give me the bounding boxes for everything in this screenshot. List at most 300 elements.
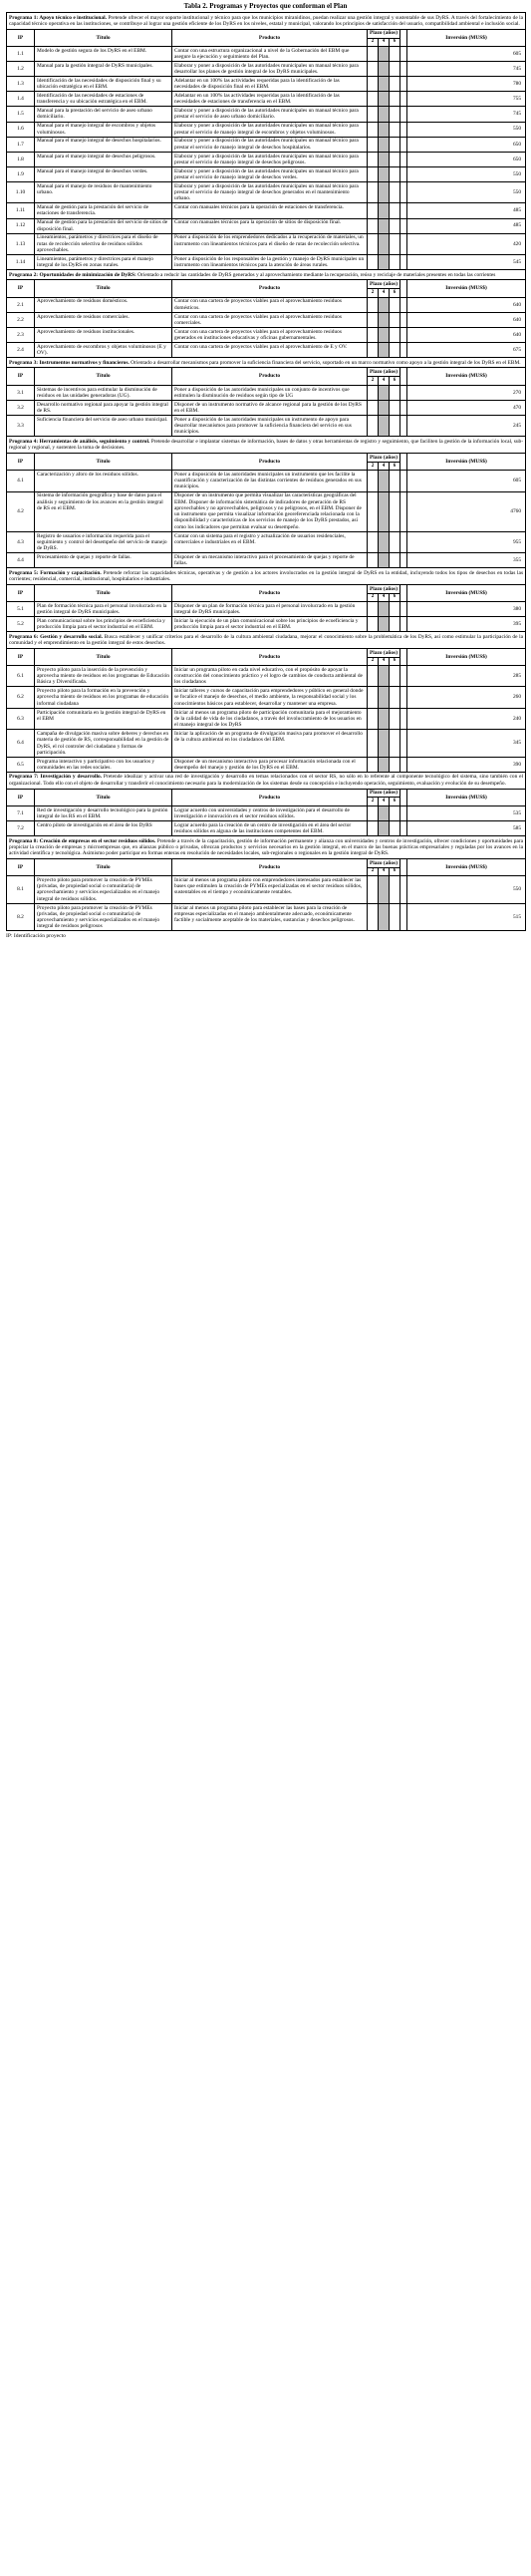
plazo-cell	[368, 166, 379, 181]
plazo-cell	[379, 708, 390, 729]
spacer-cell	[400, 491, 407, 531]
header-year: 6	[390, 462, 400, 470]
plazo-cell	[368, 312, 379, 327]
project-title: Participación comunitaria en la gestión integral de DyRS en el EBM	[35, 708, 172, 729]
plazo-cell	[390, 820, 400, 835]
spacer-cell	[400, 415, 407, 436]
project-product: Contar con una cartera de proyectos viables para el aprovechamiento residuos generados en instituciones educativas y oficinas gubernamentales.	[172, 327, 368, 342]
plazo-cell	[368, 805, 379, 820]
project-id: 1.10	[7, 182, 35, 203]
program-text: Orientado a reducir las cantidades de DyRS generados y al aprovechamiento mediante la recuperación, reúso y reciclaje de materiales presentes en todas las corrientes	[137, 271, 496, 278]
header-plazo: Plazo (años)	[368, 584, 400, 593]
spacer-cell	[400, 531, 407, 552]
plazo-cell	[368, 415, 379, 436]
header-plazo: Plazo (años)	[368, 858, 400, 867]
plazo-cell	[390, 617, 400, 632]
program-text: Busca establecer y unificar criterios para el desarrollo de la cultura ambiental ciudadana, mejorar el conocimiento sobre la problemática de los DyRS, así como estimular la participación de la comunidad y el emprendimiento en la gestión integral de estos desechos.	[9, 633, 524, 647]
spacer-cell	[400, 400, 407, 415]
project-id: 1.6	[7, 122, 35, 137]
header-plazo: Plazo (años)	[368, 789, 400, 798]
plazo-cell	[390, 233, 400, 254]
project-product: Elaborar y poner a disposición de las autoridades municipales un manual técnico para desarrollar los planes de gestión integral de los DyRS municipales.	[172, 62, 368, 77]
spacer-cell	[400, 876, 407, 904]
spacer-cell	[400, 385, 407, 400]
plazo-cell	[390, 730, 400, 758]
plazo-cell	[379, 297, 390, 312]
project-id: 6.1	[7, 666, 35, 687]
plazo-cell	[368, 708, 379, 729]
program-text: Orientado a desarrollar mecanismos para promover la suficiencia financiera del servicio, soportado en un marco normativo como apoyo a la gestión integral de los DyRS en el EBM.	[131, 359, 521, 366]
plazo-cell	[379, 203, 390, 218]
project-investment: 640	[407, 297, 526, 312]
project-id: 1.11	[7, 203, 35, 218]
table-row	[7, 415, 526, 436]
header-year: 6	[390, 289, 400, 297]
program-title: Programa 7: Investigación y desarrollo.	[9, 774, 103, 781]
plazo-cell	[390, 343, 400, 358]
plazo-cell	[390, 687, 400, 708]
header-year: 2	[368, 657, 379, 665]
spacer-cell	[400, 730, 407, 758]
project-id: 1.2	[7, 62, 35, 77]
header-year: 6	[390, 798, 400, 805]
project-product: Elaborar y poner a disposición de las autoridades municipales un manual técnico para prestar el servicio de manejo integral de desechos peligrosos.	[172, 152, 368, 166]
spacer-cell	[400, 312, 407, 327]
project-title: Manual para el manejo integral de desechos verdes.	[35, 166, 172, 181]
header-row	[7, 789, 526, 798]
plazo-cell	[379, 471, 390, 491]
header-titulo: Título	[35, 789, 172, 805]
plazo-cell	[368, 122, 379, 137]
program-text: Pretende reforzar las capacidades técnicas, operativas y de gestión a los actores involucrados en la gestión integral de DyRS en la entidad, incluyendo todos los tipos de desechos en todas las corrientes; residencial, comercial, institucional, hospitalarios e industriales.	[9, 569, 524, 582]
header-producto: Producto	[172, 858, 368, 875]
header-inversion: Inversión (MUS$)	[407, 858, 526, 875]
plazo-cell	[379, 343, 390, 358]
program-title: Programa 4: Herramientas de análisis, seguimiento y control.	[9, 438, 150, 445]
table-row	[7, 152, 526, 166]
header-plazo: Plazo (años)	[368, 29, 400, 38]
plazo-cell	[368, 602, 379, 617]
project-product: Contar con manuales técnicos para la operación de estaciones de transferencia.	[172, 203, 368, 218]
header-inversion: Inversión (MUS$)	[407, 368, 526, 385]
plazo-cell	[390, 553, 400, 568]
project-title: Proyecto piloto para promover la creación de PYMEs (privadas, de propiedad social o comunitaria) de aprovechamiento y servicios especializados en el manejo integral de residuos sólidos.	[35, 876, 172, 904]
plazo-cell	[379, 312, 390, 327]
header-year: 2	[368, 38, 379, 46]
project-product: Elaborar y poner a disposición de las autoridades municipales un manual técnico para prestar el servicio de aseo urbano domiciliario.	[172, 107, 368, 122]
project-product: Elaborar y poner a disposición de las autoridades municipales un manual técnico para prestar el servicio de manejo integral de escombros y objetos voluminosos.	[172, 122, 368, 137]
project-investment: 485	[407, 203, 526, 218]
plazo-cell	[379, 805, 390, 820]
program-row	[7, 836, 526, 859]
table-row	[7, 687, 526, 708]
project-product: Lograr acuerdo para la creación de un centro de investigación en el área del sector residuos sólidos en alguna de las instituciones competentes del EBM.	[172, 820, 368, 835]
table-row	[7, 46, 526, 61]
header-titulo: Título	[35, 368, 172, 385]
plazo-cell	[368, 687, 379, 708]
project-id: 1.9	[7, 166, 35, 181]
project-investment: 485	[407, 218, 526, 233]
plazo-cell	[379, 757, 390, 772]
header-year: 4	[379, 38, 390, 46]
program-title: Programa 2: Oportunidades de minimización de DyRS:	[9, 271, 136, 278]
plazo-cell	[368, 327, 379, 342]
project-title: Sistema de información geográfica y base de datos para el análisis y seguimiento de los avances en la gestión integral de RS en el EBM.	[35, 491, 172, 531]
project-product: Contar con una estructura organizacional a nivel de la Gobernación del EBM que asegure la ejecución y seguimiento del Plan.	[172, 46, 368, 61]
header-year: 6	[390, 657, 400, 665]
project-title: Identificación de las necesidades de estaciones de transferencia y su ubicación estratégica en el EBM.	[35, 92, 172, 107]
project-product: Poner a disposición de las autoridades municipales un conjunto de incentivos que estimulen la disminución de residuos según tipo de UG	[172, 385, 368, 400]
header-year: 2	[368, 798, 379, 805]
spacer-cell	[400, 903, 407, 931]
project-title: Proyecto piloto para la formación en la prevención y aprovecha miento de residuos en los programas de educación informal ciudadana	[35, 687, 172, 708]
table-row	[7, 617, 526, 632]
header-ip: IP	[7, 648, 35, 665]
spacer-cell	[400, 107, 407, 122]
project-product: Iniciar un programa piloto en cada nivel educativo, con el propósito de apoyar la construcción del conocimiento práctico y el logro de cambios de conducta ambiental de los ciudadanos	[172, 666, 368, 687]
plazo-cell	[390, 203, 400, 218]
header-producto: Producto	[172, 584, 368, 601]
project-title: Proyecto piloto para la inserción de la prevención y aprovecha miento de residuos en los programas de Educación Básica y Diversificada.	[35, 666, 172, 687]
project-investment: 550	[407, 182, 526, 203]
project-id: 1.3	[7, 77, 35, 92]
plazo-cell	[379, 233, 390, 254]
program-description	[7, 836, 526, 859]
project-title: Manual para la prestación del servicio de aseo urbano domiciliario.	[35, 107, 172, 122]
plazo-cell	[379, 218, 390, 233]
project-product: Lograr acuerdo con universidades y centros de investigación para el desarrollo de investigación e innovación en el sector residuos sólidos.	[172, 805, 368, 820]
project-investment: 640	[407, 312, 526, 327]
plazo-cell	[379, 602, 390, 617]
program-title: Programa 5: Formación y capacitación.	[9, 569, 102, 576]
project-id: 3.3	[7, 415, 35, 436]
program-title: Programa 3: Instrumentos normativos y financieros.	[9, 359, 130, 366]
plazo-cell	[368, 343, 379, 358]
table-row	[7, 666, 526, 687]
project-product: Disponer de un mecanismo interactivo para procesar información relacionada con el desempeño del manejo y gestión de los DyRS en el EBM.	[172, 757, 368, 772]
project-investment: 380	[407, 602, 526, 617]
plazo-cell	[379, 553, 390, 568]
project-investment: 640	[407, 327, 526, 342]
project-title: Aprovechamiento de residuos institucionales.	[35, 327, 172, 342]
header-producto: Producto	[172, 280, 368, 297]
program-row	[7, 358, 526, 368]
project-id: 1.12	[7, 218, 35, 233]
project-product: Poner a disposición de las autoridades municipales un instrumento que les facilite la cuantificación y caracterización de las distintas corrientes de residuos generados en sus municipios.	[172, 471, 368, 491]
header-titulo: Título	[35, 280, 172, 297]
plazo-cell	[379, 77, 390, 92]
project-investment: 240	[407, 708, 526, 729]
project-title: Proyecto piloto para promover la creación de PYMEs (privadas, de propiedad social o comunitaria) de aprovechamiento y servicios especializados en el manejo integral de residuos peligrosos	[35, 903, 172, 931]
header-row	[7, 648, 526, 657]
table-row	[7, 471, 526, 491]
plazo-cell	[390, 471, 400, 491]
project-investment: 270	[407, 385, 526, 400]
plazo-cell	[390, 327, 400, 342]
project-investment: 355	[407, 553, 526, 568]
header-plazo: Plazo (años)	[368, 280, 400, 289]
program-row	[7, 437, 526, 454]
document	[6, 0, 525, 942]
header-titulo: Título	[35, 453, 172, 470]
spacer-cell	[400, 820, 407, 835]
spacer-cell	[400, 297, 407, 312]
program-description	[7, 568, 526, 585]
header-year: 6	[390, 593, 400, 601]
spacer-cell	[400, 708, 407, 729]
program-text: Pretende desarrollar e implantar sistemas de información, bases de datos y otras herramientas de registro y seguimiento, que faciliten la gestión de la información local, sub-regional y regional, y sustenten la toma de decisiones.	[9, 438, 524, 452]
spacer-cell	[400, 617, 407, 632]
plazo-cell	[368, 46, 379, 61]
header-year: 2	[368, 289, 379, 297]
plazo-cell	[368, 297, 379, 312]
table-row	[7, 297, 526, 312]
header-spacer	[400, 584, 407, 601]
table-row	[7, 77, 526, 92]
project-title: Desarrollo normativo regional para apoyar la gestión integral de RS.	[35, 400, 172, 415]
project-title: Manual para el manejo integral de desechos hospitalarios.	[35, 137, 172, 152]
project-title: Aprovechamiento de residuos domésticos.	[35, 297, 172, 312]
project-product: Iniciar talleres y cursos de capacitación para emprendedores y público en general donde se focalice el manejo de desechos, el medio ambiente, la responsabilidad social y los conocimientos básicos para establecer, desarrollar y mantener una empresa.	[172, 687, 368, 708]
plazo-cell	[379, 152, 390, 166]
plazo-cell	[368, 203, 379, 218]
project-id: 2.1	[7, 297, 35, 312]
plazo-cell	[368, 385, 379, 400]
project-investment: 550	[407, 122, 526, 137]
project-title: Programa interactivo y participativo con los usuarios y comunidades en las redes sociales.	[35, 757, 172, 772]
plazo-cell	[379, 385, 390, 400]
spacer-cell	[400, 62, 407, 77]
project-investment: 550	[407, 876, 526, 904]
plazo-cell	[379, 687, 390, 708]
header-titulo: Título	[35, 584, 172, 601]
project-investment: 285	[407, 666, 526, 687]
program-description	[7, 358, 526, 368]
plazo-cell	[379, 62, 390, 77]
project-title: Manual de gestión para la prestación del servicio de sitios de disposición final.	[35, 218, 172, 233]
program-row	[7, 13, 526, 30]
plazo-cell	[390, 805, 400, 820]
project-title: Aprovechamiento de residuos comerciales.	[35, 312, 172, 327]
program-row	[7, 772, 526, 789]
spacer-cell	[400, 203, 407, 218]
header-inversion: Inversión (MUS$)	[407, 453, 526, 470]
project-product: Contar con manuales técnicos para la operación de sitios de disposición final.	[172, 218, 368, 233]
project-product: Elaborar y poner a disposición de las autoridades municipales un manual técnico para prestar el servicio de manejo integral de desechos hospitalarios.	[172, 137, 368, 152]
plazo-cell	[368, 820, 379, 835]
table-row	[7, 137, 526, 152]
header-year: 4	[379, 657, 390, 665]
project-investment: 545	[407, 255, 526, 270]
plazo-cell	[368, 92, 379, 107]
header-year: 4	[379, 462, 390, 470]
plazo-cell	[390, 400, 400, 415]
project-investment: 390	[407, 757, 526, 772]
plazo-cell	[390, 531, 400, 552]
plazo-cell	[390, 385, 400, 400]
spacer-cell	[400, 233, 407, 254]
plazo-cell	[379, 820, 390, 835]
header-inversion: Inversión (MUS$)	[407, 29, 526, 46]
header-year: 6	[390, 38, 400, 46]
project-title: Manual para el manejo integral de escombros y objetos voluminosos.	[35, 122, 172, 137]
project-title: Aprovechamiento de escombros y objetos voluminosos (E y OV).	[35, 343, 172, 358]
header-row	[7, 584, 526, 593]
plazo-cell	[390, 312, 400, 327]
header-producto: Producto	[172, 789, 368, 805]
plazo-cell	[390, 602, 400, 617]
project-product: Iniciar la aplicación de un programa de divulgación masiva para promover el desarrollo de la cultura ambiental en los ciudadanos del EBM.	[172, 730, 368, 758]
program-row	[7, 270, 526, 280]
project-id: 2.4	[7, 343, 35, 358]
plazo-cell	[390, 708, 400, 729]
header-year: 6	[390, 867, 400, 875]
spacer-cell	[400, 327, 407, 342]
project-id: 5.2	[7, 617, 35, 632]
project-product: Iniciar al menos un programa piloto para establecer las bases para la creación de empresas especializadas en el manejo ambientalmente adecuado, económicamente factible y socialmente aceptable de los materiales, sustancias y desechos peligrosos.	[172, 903, 368, 931]
spacer-cell	[400, 182, 407, 203]
plazo-cell	[368, 617, 379, 632]
spacer-cell	[400, 757, 407, 772]
plazo-cell	[368, 400, 379, 415]
project-product: Elaborar y poner a disposición de las autoridades municipales un manual técnico para prestar el servicio de manejo integral de desechos verdes.	[172, 166, 368, 181]
spacer-cell	[400, 687, 407, 708]
table-row	[7, 903, 526, 931]
spacer-cell	[400, 166, 407, 181]
program-description	[7, 437, 526, 454]
project-id: 8.1	[7, 876, 35, 904]
program-row	[7, 632, 526, 649]
project-title: Manual de gestión para la prestación del servicio de estaciones de transferencia.	[35, 203, 172, 218]
plazo-cell	[390, 107, 400, 122]
plazo-cell	[368, 531, 379, 552]
project-product: Adelantar en un 100% las actividades requeridas para la identificación de las necesidades de disposición final en el EBM.	[172, 77, 368, 92]
spacer-cell	[400, 218, 407, 233]
project-investment: 260	[407, 687, 526, 708]
table-body	[7, 13, 526, 931]
project-id: 1.4	[7, 92, 35, 107]
header-spacer	[400, 29, 407, 46]
project-id: 1.14	[7, 255, 35, 270]
program-description	[7, 13, 526, 30]
header-producto: Producto	[172, 648, 368, 665]
project-investment: 675	[407, 343, 526, 358]
footnote: IP: Identificación proyecto	[6, 933, 66, 940]
plazo-cell	[390, 255, 400, 270]
plazo-cell	[368, 218, 379, 233]
plazo-cell	[368, 77, 379, 92]
project-investment: 470	[407, 400, 526, 415]
programs-table	[6, 12, 526, 931]
project-id: 4.4	[7, 553, 35, 568]
plazo-cell	[379, 46, 390, 61]
project-product: Poner a disposición de los emprendedores dedicados a la recuperación de materiales, un instrumento con lineamientos técnicos para el diseño de rutas de recolección selectiva.	[172, 233, 368, 254]
header-spacer	[400, 858, 407, 875]
project-id: 1.7	[7, 137, 35, 152]
plazo-cell	[368, 62, 379, 77]
project-investment: 420	[407, 233, 526, 254]
header-producto: Producto	[172, 29, 368, 46]
plazo-cell	[390, 415, 400, 436]
header-ip: IP	[7, 368, 35, 385]
table-row	[7, 122, 526, 137]
table-row	[7, 531, 526, 552]
header-ip: IP	[7, 584, 35, 601]
header-row	[7, 368, 526, 377]
project-title: Procesamiento de quejas y reporte de fallas.	[35, 553, 172, 568]
project-product: Contar con una cartera de proyectos viables para el aprovechamiento de E y OV.	[172, 343, 368, 358]
project-investment: 650	[407, 152, 526, 166]
plazo-cell	[379, 137, 390, 152]
header-inversion: Inversión (MUS$)	[407, 584, 526, 601]
plazo-cell	[390, 666, 400, 687]
header-spacer	[400, 280, 407, 297]
header-row	[7, 280, 526, 289]
plazo-cell	[379, 903, 390, 931]
plazo-cell	[390, 137, 400, 152]
project-investment: 550	[407, 166, 526, 181]
project-id: 1.5	[7, 107, 35, 122]
table-row	[7, 805, 526, 820]
plazo-cell	[368, 255, 379, 270]
table-caption: Tabla 2. Programas y Proyectos que conforman el Plan	[183, 2, 348, 10]
plazo-cell	[368, 152, 379, 166]
project-investment: 535	[407, 805, 526, 820]
program-description	[7, 270, 526, 280]
table-row	[7, 876, 526, 904]
header-year: 2	[368, 462, 379, 470]
table-row	[7, 182, 526, 203]
table-row	[7, 255, 526, 270]
plazo-cell	[379, 415, 390, 436]
table-row	[7, 757, 526, 772]
table-row	[7, 708, 526, 729]
header-ip: IP	[7, 29, 35, 46]
plazo-cell	[368, 876, 379, 904]
project-investment: 955	[407, 531, 526, 552]
project-title: Lineamientos, parámetros y directrices para el diseño de rutas de recolección selectiva de residuos sólidos aprovechables.	[35, 233, 172, 254]
header-ip: IP	[7, 789, 35, 805]
project-title: Suficiencia financiera del servicio de aseo urbano municipal.	[35, 415, 172, 436]
project-id: 6.4	[7, 730, 35, 758]
program-row	[7, 568, 526, 585]
plazo-cell	[379, 327, 390, 342]
project-title: Red de investigación y desarrollo tecnológico para la gestión integral de los RS en el EBM.	[35, 805, 172, 820]
project-product: Disponer de un mecanismo interactivo para el procesamiento de quejas y reporte de fallas.	[172, 553, 368, 568]
header-spacer	[400, 789, 407, 805]
plazo-cell	[390, 876, 400, 904]
project-investment: 345	[407, 730, 526, 758]
spacer-cell	[400, 666, 407, 687]
plazo-cell	[368, 471, 379, 491]
plazo-cell	[390, 166, 400, 181]
program-text: Pretende idealizar y activar una red de investigación y desarrollo en temas relacionados con el sector RS, no sólo en lo referente al componente tecnológico del sistema, sino también con el organizacional. Todo ello con el objeto de desarrollar y transferir el conocimiento necesario para la modernización de los sistemas desde su concepción e incluyendo operación, seguimiento, evaluación y evolución de su desempeño.	[9, 774, 524, 787]
project-title: Manual para la gestión integral de DyRS municipales.	[35, 62, 172, 77]
header-ip: IP	[7, 858, 35, 875]
project-id: 1.13	[7, 233, 35, 254]
project-product: Disponer de un instrumento normativo de alcance regional para la gestión de los DyRS en el EBM.	[172, 400, 368, 415]
project-product: Poner a disposición de los responsables de la gestión y manejo de DyRS municipales un instrumento con lineamientos técnicos para la atención de áreas rurales.	[172, 255, 368, 270]
plazo-cell	[379, 107, 390, 122]
project-product: Iniciar la ejecución de un plan comunicacional sobre los principios de ecoeficiencia y producción limpia para el sector industrial en el EBM.	[172, 617, 368, 632]
plazo-cell	[379, 122, 390, 137]
table-row	[7, 343, 526, 358]
program-title: Programa 1: Apoyo técnico e institucional.	[9, 14, 107, 21]
project-id: 1.8	[7, 152, 35, 166]
plazo-cell	[379, 182, 390, 203]
spacer-cell	[400, 805, 407, 820]
project-id: 7.2	[7, 820, 35, 835]
